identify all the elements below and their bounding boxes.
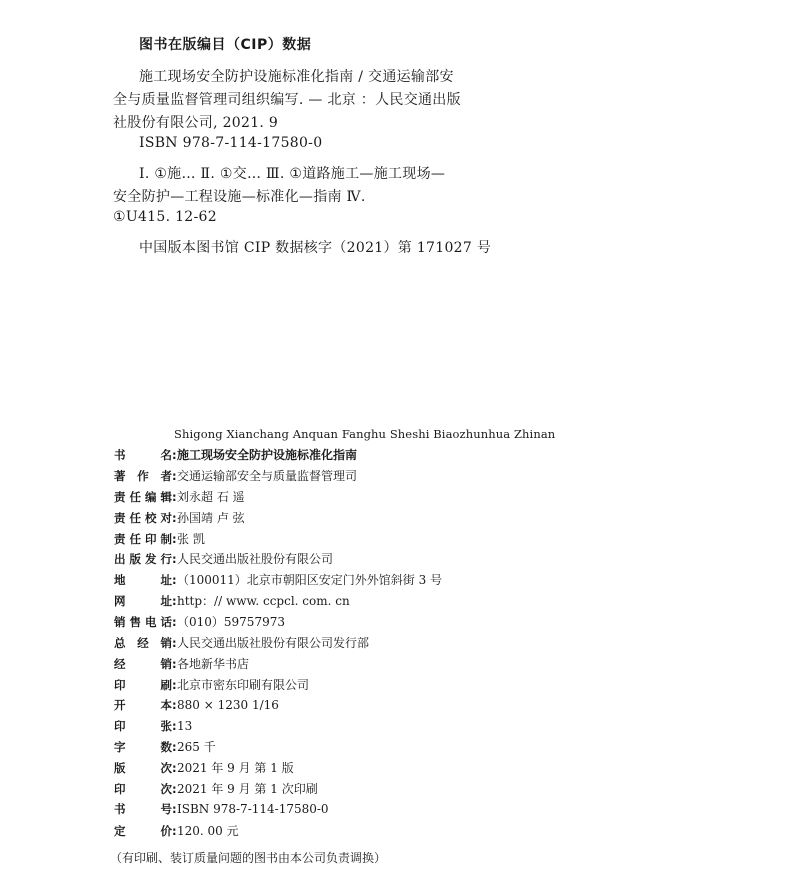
info-row-printing-supervisor: 责任印制 : 张 凯 — [114, 531, 205, 546]
info-label: 总经销 — [114, 636, 172, 651]
info-value: 人民交通出版社股份有限公司发行部 — [177, 636, 370, 651]
info-row-website: 网址 : http：// www. ccpcl. com. cn — [114, 594, 350, 609]
info-value: http：// www. ccpcl. com. cn — [177, 594, 350, 609]
info-row-isbn: 书号 : ISBN 978-7-114-17580-0 — [114, 802, 329, 817]
info-value: 北京市密东印刷有限公司 — [177, 677, 310, 692]
info-row-format: 开本 : 880 × 1230 1/16 — [114, 697, 279, 712]
cip-line-subjects: Ⅰ. ①施… Ⅱ. ①交… Ⅲ. ①道路施工—施工现场— — [139, 166, 446, 182]
info-row-sheets: 印张 : 13 — [114, 718, 193, 733]
cip-line-classification: ①U415. 12-62 — [113, 209, 217, 225]
info-value: （100011）北京市朝阳区安定门外外馆斜街 3 号 — [177, 573, 443, 588]
info-value: 265 千 — [177, 740, 216, 755]
info-label: 印刷 — [114, 677, 172, 692]
cip-line-title: 施工现场安全防护设施标准化指南 / 交通运输部安 — [139, 69, 454, 85]
info-label: 销售电话 — [114, 615, 172, 630]
info-value: 刘永超 石 遥 — [177, 489, 245, 504]
info-label: 开本 — [114, 697, 172, 712]
info-label: 出版发行 — [114, 552, 172, 567]
info-value: 880 × 1230 1/16 — [177, 697, 279, 712]
info-value: 人民交通出版社股份有限公司 — [177, 552, 334, 567]
info-value: 孙国靖 卢 弦 — [177, 510, 245, 525]
info-row-distributor: 经销 : 各地新华书店 — [114, 656, 250, 671]
publication-info-table — [114, 446, 534, 843]
info-label: 版次 — [114, 761, 172, 776]
info-label: 经销 — [114, 656, 172, 671]
info-row-sales-phone: 销售电话 : （010）59757973 — [114, 615, 285, 630]
info-row-editor: 责任编辑 : 刘永超 石 遥 — [114, 489, 245, 504]
info-value: 2021 年 9 月 第 1 次印刷 — [177, 782, 318, 797]
info-row-edition: 版次 : 2021 年 9 月 第 1 版 — [114, 761, 294, 776]
info-label: 定价 — [114, 824, 172, 839]
info-row-impression: 印次 : 2021 年 9 月 第 1 次印刷 — [114, 782, 318, 797]
info-row-publisher: 出版发行 : 人民交通出版社股份有限公司 — [114, 552, 334, 567]
cip-line-date: 社股份有限公司, 2021. 9 — [113, 115, 279, 131]
info-value: 120. 00 元 — [177, 824, 239, 839]
info-label: 印次 — [114, 782, 172, 797]
info-row-author: 著作者 : 交通运输部安全与质量监督管理司 — [114, 468, 358, 483]
info-value: ISBN 978-7-114-17580-0 — [177, 802, 329, 817]
info-value: （010）59757973 — [177, 615, 285, 630]
info-row-proofreader: 责任校对 : 孙国靖 卢 弦 — [114, 510, 245, 525]
info-value: 各地新华书店 — [177, 656, 250, 671]
info-label: 责任校对 — [114, 510, 172, 525]
info-label: 书名 — [114, 448, 172, 462]
info-row-title: 书名 : 施工现场安全防护设施标准化指南 — [114, 448, 358, 462]
info-label: 地址 — [114, 573, 172, 588]
pinyin-title: Shigong Xianchang Anquan Fanghu Sheshi Biaozhunhua Zhinan — [174, 427, 556, 441]
info-row-general-distributor: 总经销 : 人民交通出版社股份有限公司发行部 — [114, 636, 370, 651]
cip-heading: 图书在版编目（CIP）数据 — [139, 37, 312, 53]
info-value: 施工现场安全防护设施标准化指南 — [177, 448, 358, 462]
info-row-price: 定价 : 120. 00 元 — [114, 824, 239, 839]
cip-line-isbn: ISBN 978-7-114-17580-0 — [139, 135, 323, 151]
info-label: 责任印制 — [114, 531, 172, 546]
info-value: 2021 年 9 月 第 1 版 — [177, 761, 294, 776]
info-label: 网址 — [114, 594, 172, 609]
info-label: 字数 — [114, 740, 172, 755]
info-label: 责任编辑 — [114, 489, 172, 504]
cip-line-subjects-cont: 安全防护—工程设施—标准化—指南 Ⅳ. — [113, 189, 366, 205]
info-value: 交通运输部安全与质量监督管理司 — [177, 468, 358, 483]
info-label: 著作者 — [114, 468, 172, 483]
quality-notice: （有印刷、装订质量问题的图书由本公司负责调换） — [110, 851, 387, 865]
info-row-address: 地址 : （100011）北京市朝阳区安定门外外馆斜街 3 号 — [114, 573, 443, 588]
info-row-printer: 印刷 : 北京市密东印刷有限公司 — [114, 677, 310, 692]
cip-line-publisher: 全与质量监督管理司组织编写. — 北京 ：人民交通出版 — [113, 92, 461, 108]
info-value: 13 — [177, 718, 193, 733]
info-label: 印张 — [114, 718, 172, 733]
info-value: 张 凯 — [177, 531, 205, 546]
cip-line-verification: 中国版本图书馆 CIP 数据核字（2021）第 171027 号 — [139, 240, 492, 256]
info-label: 书号 — [114, 802, 172, 817]
info-row-word-count: 字数 : 265 千 — [114, 740, 216, 755]
